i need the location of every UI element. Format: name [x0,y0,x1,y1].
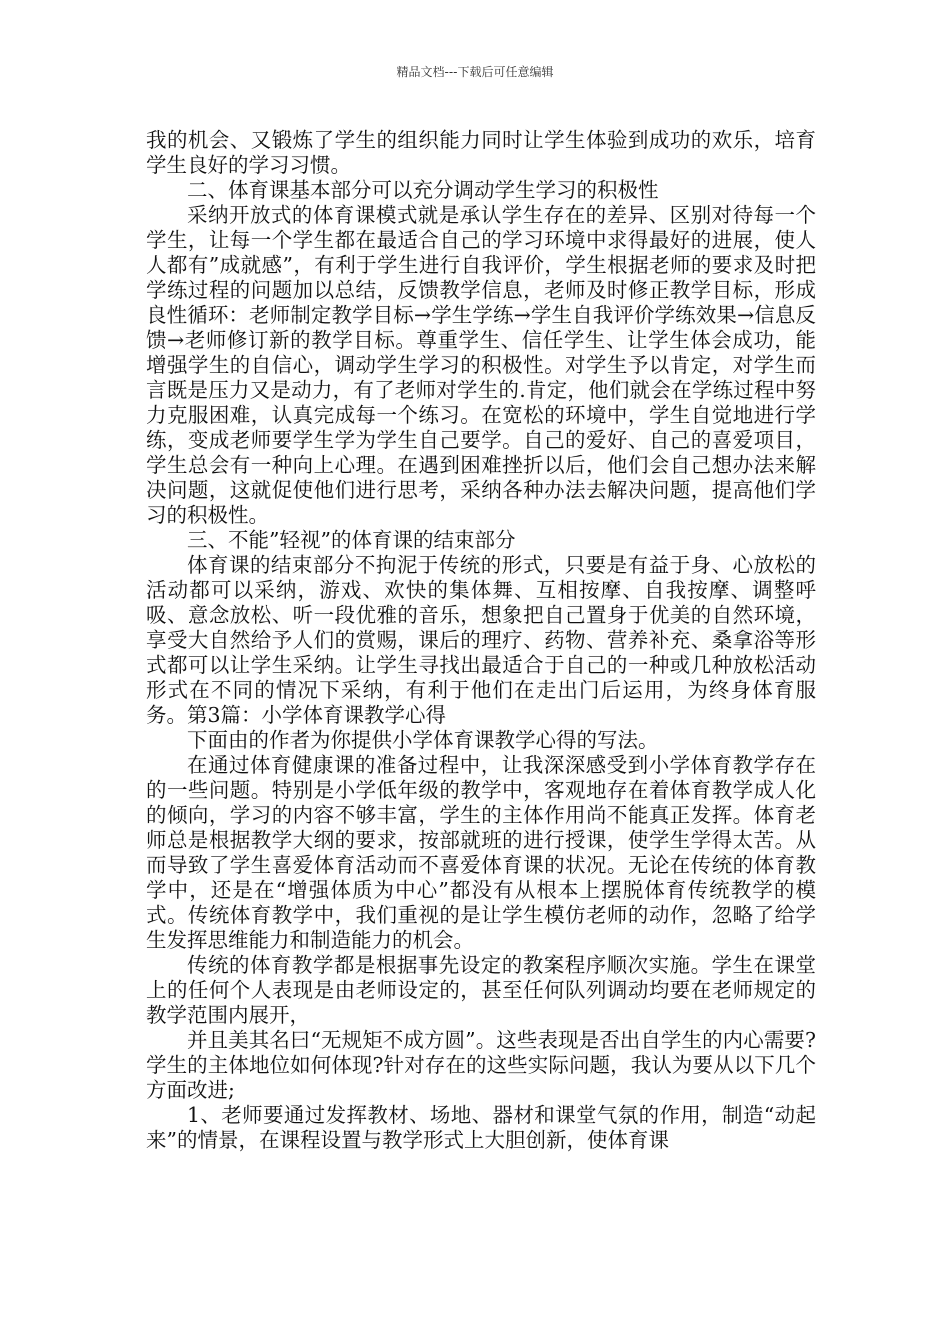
paragraph-1: 我的机会、又锻炼了学生的组织能力同时让学生体验到成功的欢乐，培育学生良好的学习习惯。 [146,128,816,177]
paragraph-7: 在通过体育健康课的准备过程中，让我深深感受到小学体育教学存在的一些问题。特别是小学低年级的教学中，客观地存在着体育教学成人化的倾向，学习的内容不够丰富，学生的主体作用尚不能真正发挥。体育老师总是根据教学大纲的要求，按部就班的进行授课，使学生学得太苦。从而导致了学生喜爱体育活动而不喜爱体育课的状况。无论在传统的体育教学中，还是在“增强体质为中心”都没有从根本上摆脱体育传统教学的模式。传统体育教学中，我们重视的是让学生模仿老师的动作，忽略了给学生发挥思维能力和制造能力的机会。 [146,753,816,952]
document-body [146,128,816,1153]
paragraph-6: 下面由的作者为你提供小学体育课教学心得的写法。 [187,728,659,752]
section-heading-3: 三、不能”轻视”的体育课的结束部分 [187,528,516,552]
paragraph-9: 并且美其名曰“无规矩不成方圆”。这些表现是否出自学生的内心需要?学生的主体地位如何体现?针对存在的这些实际问题，我认为要从以下几个方面改进; [146,1028,816,1102]
page-header: 精品文档---下载后可任意编辑 [396,65,554,79]
paragraph-5: 体育课的结束部分不拘泥于传统的形式，只要是有益于身、心放松的活动都可以采纳，游戏、欢快的集体舞、互相按摩、自我按摩、调整呼吸、意念放松、听一段优雅的音乐，想象把自己置身于优美的自然环境，享受大自然给予人们的赏赐，课后的理疗、药物、营养补充、桑拿浴等形式都可以让学生采纳。让学生寻找出最适合于自己的一种或几种放松活动形式在不同的情况下采纳，有利于他们在走出门后运用，为终身体育服务。第3篇：小学体育课教学心得 [146,553,816,727]
section-heading-2: 二、体育课基本部分可以充分调动学生学习的积极性 [187,178,659,202]
paragraph-10: 1、老师要通过发挥教材、场地、器材和课堂气氛的作用，制造“动起来”的情景，在课程设置与教学形式上大胆创新，使体育课 [146,1103,816,1152]
paragraph-3: 采纳开放式的体育课模式就是承认学生存在的差异、区别对待每一个学生，让每一个学生都在最适合自己的学习环境中求得最好的进展，使人人都有”成就感”，有利于学生进行自我评价，学生根据老师的要求及时把学练过程的问题加以总结，反馈教学信息，老师及时修正教学目标，形成良性循环：老师制定教学目标→学生学练→学生自我评价学练效果→信息反馈→老师修订新的教学目标。尊重学生、信任学生、让学生体会成功，能增强学生的自信心，调动学生学习的积极性。对学生予以肯定，对学生而言既是压力又是动力，有了老师对学生的.肯定，他们就会在学练过程中努力克服困难，认真完成每一个练习。在宽松的环境中，学生自觉地进行学练，变成老师要学生学为学生自己要学。自己的爱好、自己的喜爱项目，学生总会有一种向上心理。在遇到困难挫折以后，他们会自己想办法来解决问题，这就促使他们进行思考，采纳各种办法去解决问题，提高他们学习的积极性。 [146,203,816,527]
paragraph-8: 传统的体育教学都是根据事先设定的教案程序顺次实施。学生在课堂上的任何个人表现是由老师设定的，甚至任何队列调动均要在老师规定的教学范围内展开， [146,953,816,1027]
